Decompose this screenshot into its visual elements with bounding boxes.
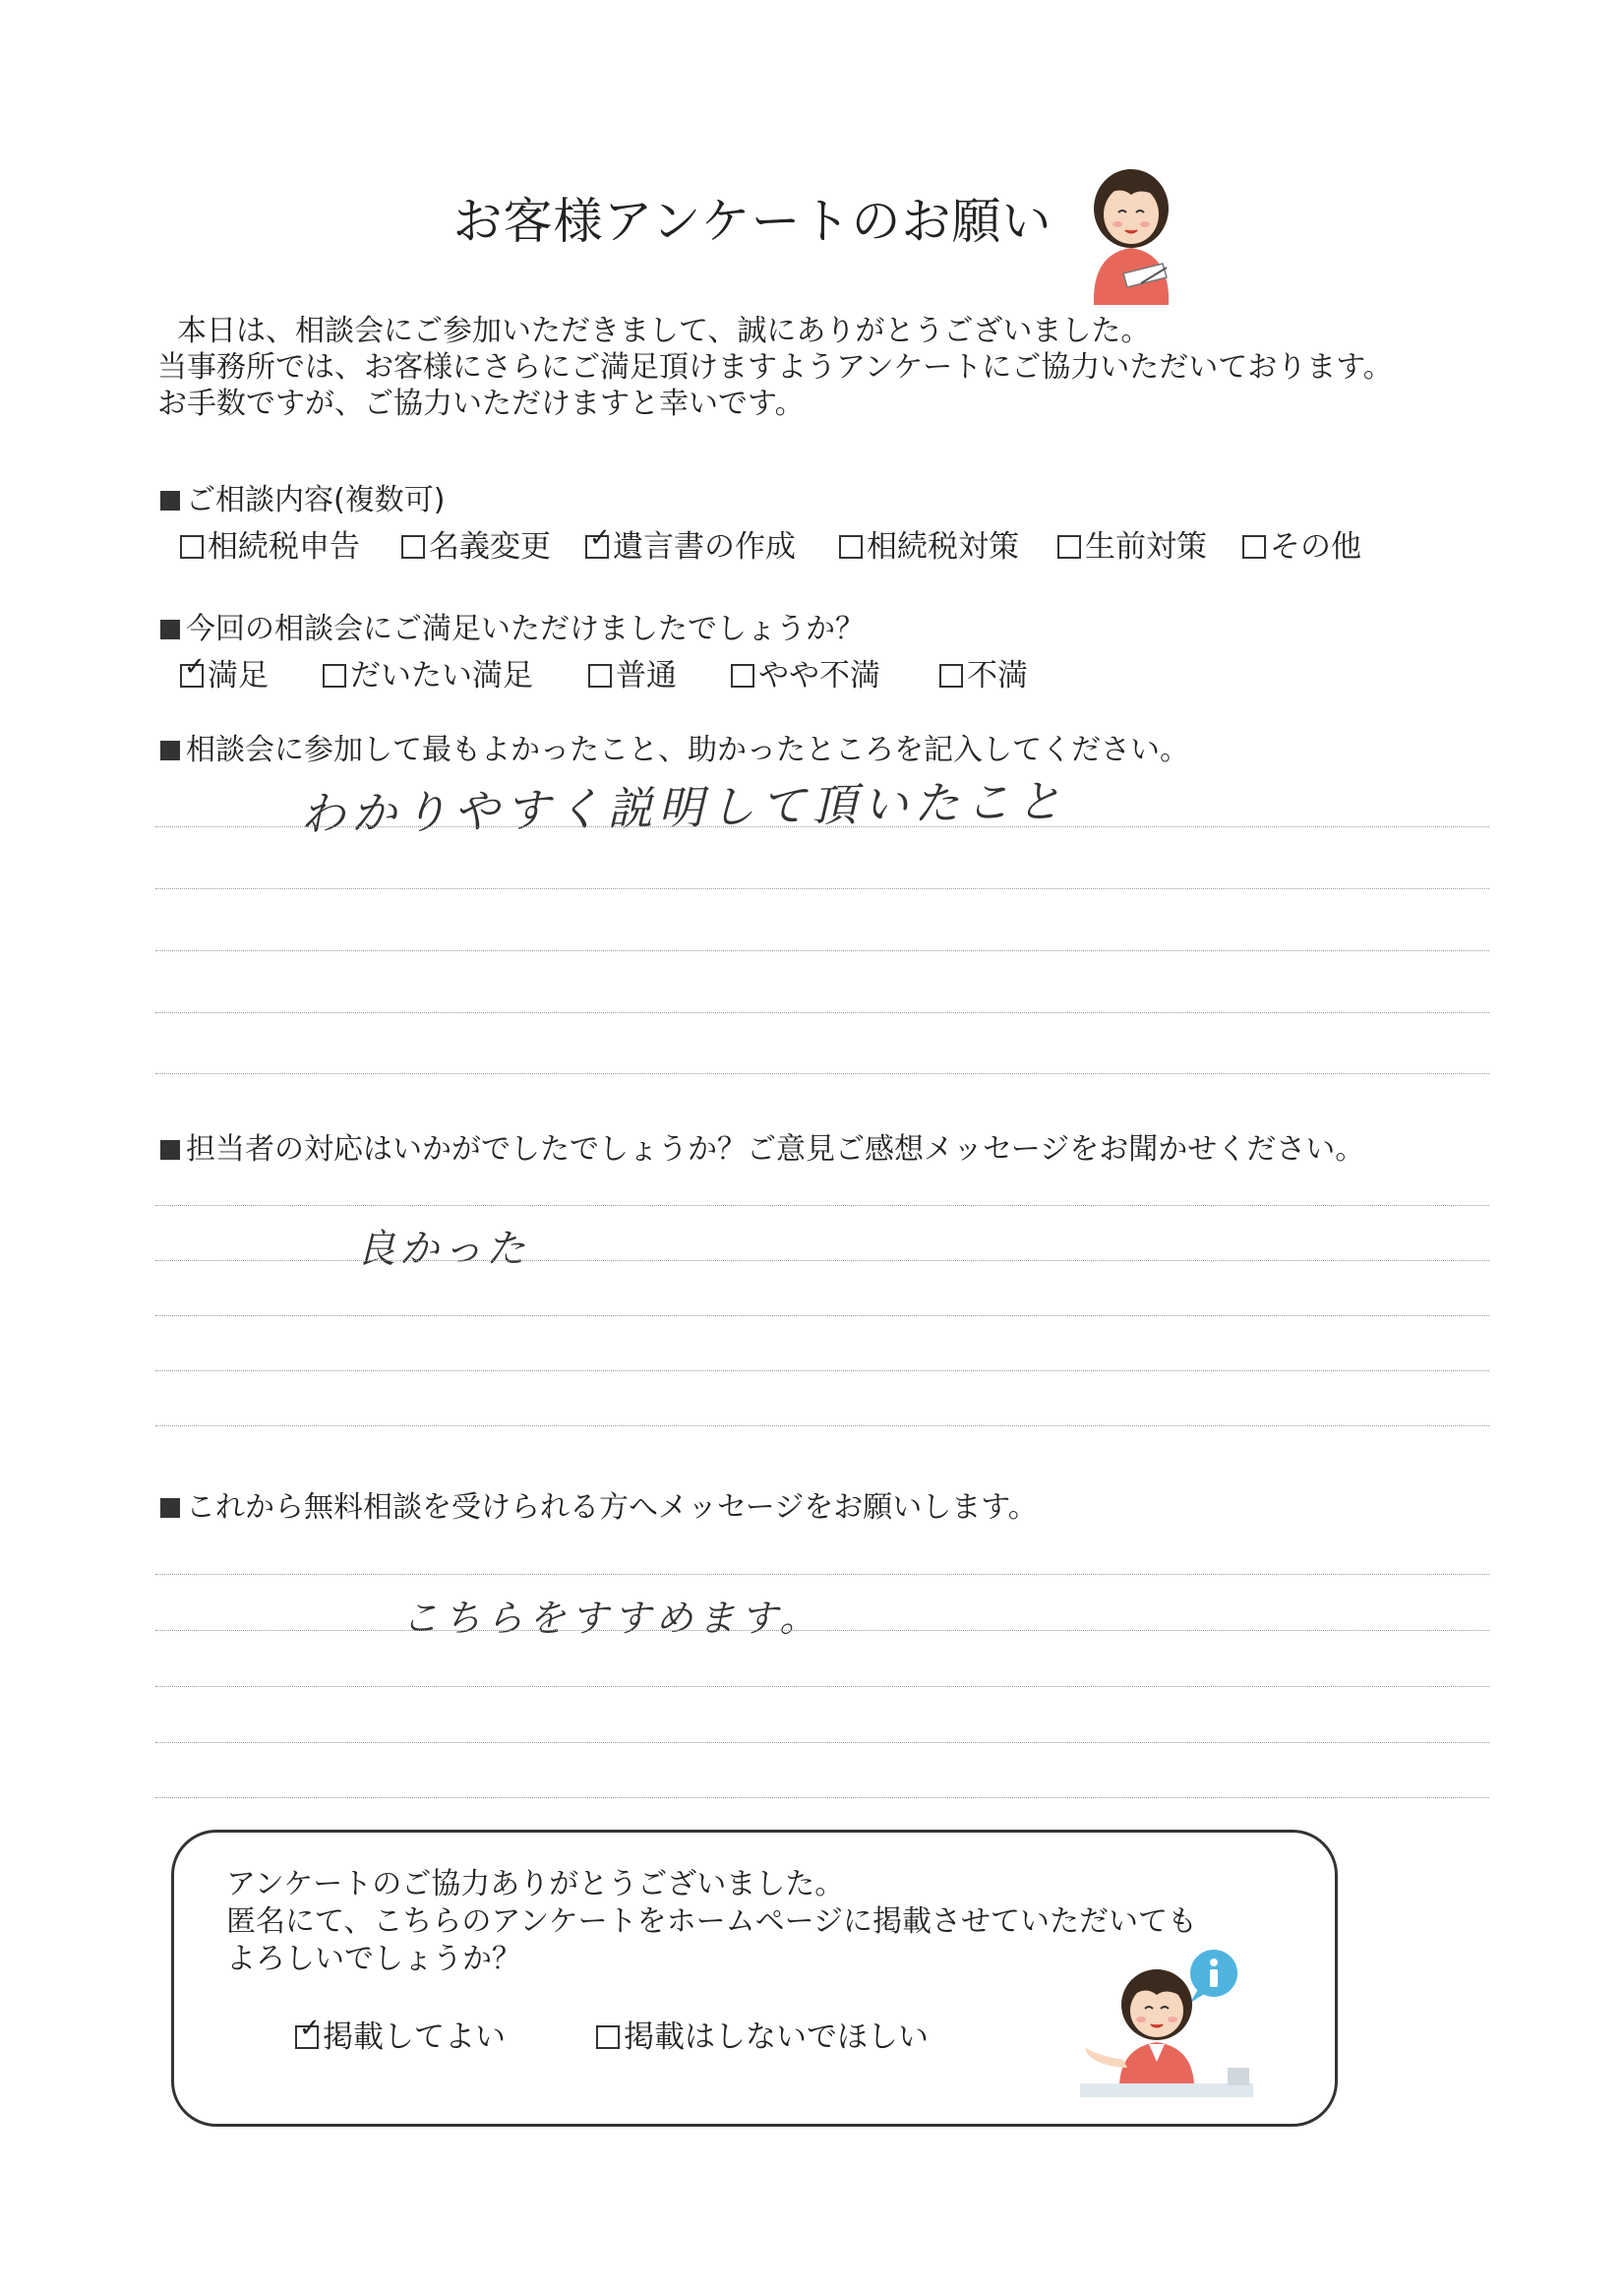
intro-line: お手数ですが、ご協力いただけますと幸いです。 — [157, 387, 805, 421]
square-bullet-icon — [160, 620, 180, 639]
option-label: 名義変更 — [429, 529, 551, 565]
q1-label: ご相談内容(複数可) — [186, 483, 446, 517]
option-label: 遺言書の作成 — [613, 529, 796, 565]
checkbox-icon[interactable] — [1242, 535, 1266, 559]
square-bullet-icon — [160, 1498, 180, 1518]
option-label: 掲載はしないでほしい — [624, 2019, 929, 2055]
checkbox-icon[interactable] — [596, 2025, 620, 2049]
checkbox-icon[interactable] — [323, 664, 346, 688]
option-label: 普通 — [616, 658, 677, 693]
checkbox-icon[interactable] — [180, 535, 204, 559]
closing-line: アンケートのご協力ありがとうございました。 — [226, 1867, 845, 1901]
answer-line — [155, 1315, 1489, 1316]
checkbox-checked-icon[interactable] — [585, 535, 609, 559]
option-label: 相続税申告 — [208, 529, 360, 565]
answer-line — [155, 1797, 1489, 1798]
square-bullet-icon — [160, 741, 180, 760]
q1-option[interactable] — [585, 521, 796, 566]
closing-line: 匿名にて、こちらのアンケートをホームページに掲載させていただいても — [226, 1904, 1197, 1939]
answer-line — [155, 1742, 1489, 1743]
answer-line — [155, 1630, 1489, 1631]
intro-line: 本日は、相談会にご参加いただきまして、誠にありがとうございました。 — [177, 314, 1151, 348]
q3-handwritten-answer: わかりやすく説明して頂いたこと — [299, 774, 1068, 841]
q2-option[interactable] — [323, 650, 533, 694]
answer-line — [155, 1425, 1489, 1426]
q3-label: 相談会に参加して最もよかったこと、助かったところを記入してください。 — [186, 733, 1189, 767]
option-label: だいたい満足 — [350, 658, 533, 693]
checkbox-icon[interactable] — [939, 664, 963, 688]
checkbox-icon[interactable] — [839, 535, 863, 559]
option-label: 満足 — [208, 658, 269, 693]
q2-option[interactable] — [731, 650, 880, 694]
q4-heading — [160, 1124, 1364, 1168]
publish-option[interactable] — [596, 2012, 929, 2056]
checkbox-icon[interactable] — [588, 664, 612, 688]
q1-option[interactable] — [180, 521, 360, 566]
q1-option[interactable] — [401, 521, 551, 566]
q4-handwritten-answer: 良かった — [356, 1227, 529, 1272]
answer-line — [155, 888, 1489, 889]
q5-heading — [160, 1482, 1038, 1526]
checkbox-icon[interactable] — [1057, 535, 1081, 559]
option-label: やや不満 — [758, 658, 880, 693]
q2-option[interactable] — [939, 650, 1028, 694]
intro-text — [157, 313, 1393, 422]
q1-options — [180, 521, 1459, 565]
option-label: 掲載してよい — [323, 2019, 506, 2055]
closing-text — [226, 1866, 1197, 1978]
checkbox-icon[interactable] — [731, 664, 754, 688]
option-label: 相続税対策 — [867, 529, 1019, 565]
publish-option[interactable] — [295, 2012, 506, 2056]
answer-line — [155, 1205, 1489, 1206]
q2-heading — [160, 604, 865, 647]
option-label: 不満 — [967, 658, 1028, 693]
answer-line — [155, 1574, 1489, 1575]
answer-line — [155, 1370, 1489, 1371]
square-bullet-icon — [160, 1140, 180, 1160]
checkbox-checked-icon[interactable] — [295, 2025, 319, 2049]
q2-options — [180, 650, 1360, 693]
woman-writing-illustration — [1072, 157, 1190, 305]
closing-line: よろしいでしょうか？ — [226, 1942, 521, 1976]
q2-option[interactable] — [180, 650, 269, 694]
q2-label: 今回の相談会にご満足いただけましたでしょうか？ — [186, 612, 865, 646]
q5-handwritten-answer: こちらをすすめます。 — [401, 1597, 822, 1640]
q1-option[interactable] — [1057, 521, 1207, 566]
q1-option[interactable] — [1242, 521, 1361, 566]
publish-options — [295, 2012, 984, 2055]
option-label: 生前対策 — [1085, 529, 1207, 565]
square-bullet-icon — [160, 491, 180, 511]
checkbox-checked-icon[interactable] — [180, 664, 204, 688]
q3-heading — [160, 725, 1189, 768]
q5-label: これから無料相談を受けられる方へメッセージをお願いします。 — [186, 1490, 1038, 1525]
checkbox-icon[interactable] — [401, 535, 425, 559]
intro-line: 当事務所では、お客様にさらにご満足頂けますようアンケートにご協力いただいております。 — [157, 350, 1393, 385]
q2-option[interactable] — [588, 650, 677, 694]
answer-line — [155, 1012, 1489, 1013]
answer-line — [155, 1073, 1489, 1074]
answer-line — [155, 950, 1489, 951]
answer-line — [155, 1686, 1489, 1687]
option-label: その他 — [1270, 529, 1361, 565]
answer-line — [155, 1260, 1489, 1261]
answer-line — [155, 826, 1489, 827]
receptionist-info-illustration — [1080, 1946, 1257, 2103]
q4-label: 担当者の対応はいかがでしたでしょうか？ご意見ご感想メッセージをお聞かせください。 — [186, 1132, 1365, 1167]
page-title: お客様アンケートのお願い — [452, 193, 1053, 250]
q1-option[interactable] — [839, 521, 1019, 566]
q1-heading — [160, 475, 445, 518]
